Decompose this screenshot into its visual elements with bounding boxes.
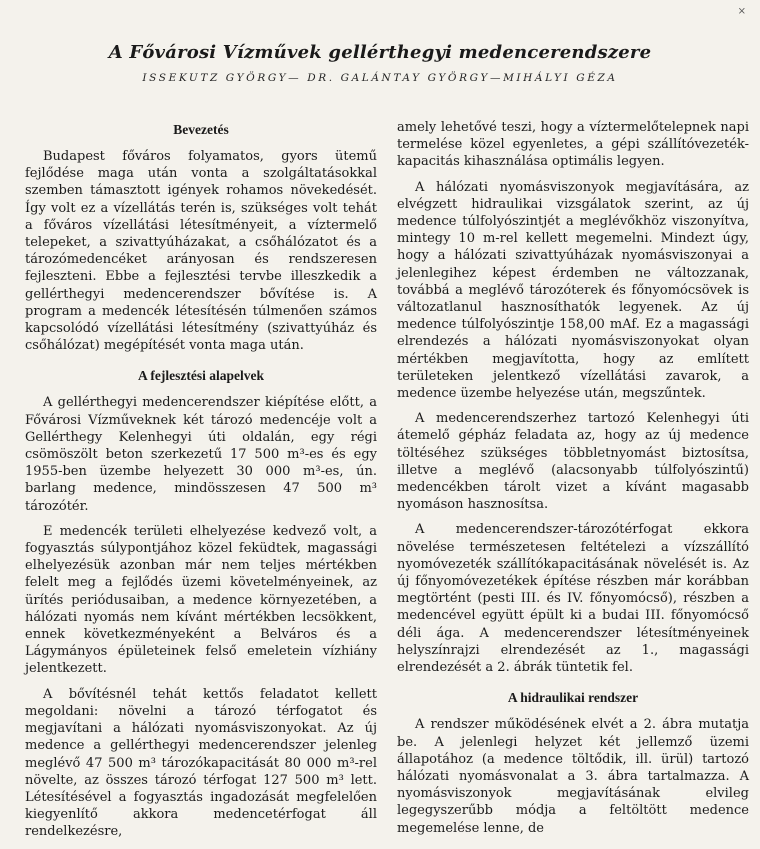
page-mark: ×	[737, 6, 746, 17]
section-heading-hydraulics: A hidraulikai rendszer	[507, 690, 639, 706]
paragraph-continued: amely lehetővé teszi, hogy a víztermelőtelepnek napi termelése közel egyenletes, a gépi szállítóvezeték-kapacitás kihasználása optimális legyen.	[397, 120, 749, 170]
article-title: A Fővárosi Vízművek gellérthegyi medencerendszere	[108, 42, 652, 63]
paragraph: E medencék területi elhelyezése kedvező volt, a fogyasztás súlypontjához közel feküdtek, magassági elhelyezésük azonban már nem teljes mértékben felelt meg a fejlődés üzemi követelményeinek, az ürítés periódusaiban, a medence környezetében, a hálózati nyomás nem kívánt mértékben lecsökkent, ennek következményeként a Belváros és a Lágymányos épületeinek felső emeletein vízhiány jelentkezett.	[25, 523, 377, 677]
right-column	[397, 119, 749, 845]
paragraph: A medencerendszerhez tartozó Kelenhegyi úti átemelő gépház feladata az, hogy az új medence töltéséhez szükséges többletnyomást biztosítsa, illetve a meglévő (alacsonyabb túlfolyószintű) medencékben tárolt vizet a kívánt magasabb nyomáson hasznosítsa.	[397, 411, 749, 513]
section-heading-principles: A fejlesztési alapelvek	[138, 368, 264, 384]
paragraph: A medencerendszer-tározótérfogat ekkora növelése természetesen feltételezi a vízszállító nyomóvezeték szállítókapacitásának növelését is. Az új főnyomóvezetékek építése részben már korábban megtörtént (pesti III. és IV. főnyomócső), részben a medencével együtt épült ki a budai III. főnyomócső déli ága. A medencerendszer létesítményeinek helyszínrajzi elrendezését az 1., magassági elrendezését a 2. ábrák tüntetik fel.	[397, 522, 749, 676]
paragraph: A rendszer működésének elvét a 2. ábra mutatja be. A jelenlegi helyzet két jellemző üzemi állapotához (a medence töltődik, ill. ürül) tartozó hálózati nyomásvonalat a 3. ábra tartalmazza. A nyomásviszonyok megjavításának elvileg legegyszerűbb módja a feltöltött medence megemelése lenne, de	[397, 717, 749, 836]
left-column	[25, 122, 377, 849]
article-authors: ISSEKUTZ GYÖRGY— DR. GALÁNTAY GYÖRGY—MIHÁLYI GÉZA	[142, 72, 618, 84]
section-heading-introduction: Bevezetés	[173, 122, 229, 137]
paragraph: A bővítésnél tehát kettős feladatot kellett megoldani: növelni a tározó térfogatot és megjavítani a hálózati nyomásviszonyokat. Az új medence a gellérthegyi medencerendszer jelenleg meglévő 47 500 m³ tározókapacitását 80 000 m³-rel növelte, az összes tározó térfogat 127 500 m³ lett. Létesítésével a fogyasztás ingadozását megfelelően kiegyenlítő akkora medencetérfogat áll rendelkezésre,	[25, 686, 377, 840]
paragraph: A gellérthegyi medencerendszer kiépítése előtt, a Fővárosi Vízműveknek két tározó medencéje volt a Gellérthegy Kelenhegyi úti oldalán, egy régi csömöszölt beton szerkezetű 17 500 m³-es és egy 1955-ben üzembe helyezett 30 000 m³-es, ún. barlang medence, mindösszesen 47 500 m³ tározótér.	[25, 395, 377, 514]
paragraph: Budapest főváros folyamatos, gyors ütemű fejlődése maga után vonta a szolgáltatásokkal szemben támasztott igények rohamos növekedését. Így volt ez a vízellátás terén is, szükséges volt tehát a főváros vízellátási létesítményeit, a víztermelő telepeket, a szivattyúházakat, a csőhálózatot és a tározómedencéket arányosan és rendszeresen fejleszteni. Ebbe a fejlesztési tervbe illeszkedik a gellérthegyi medencerendszer bővítése is. A program a medencék létesítésén túlmenően számos kapcsolódó vízellátási létesítmény (szivattyúház és csőhálózat) megépítését vonta maga után.	[25, 149, 377, 354]
paragraph: A hálózati nyomásviszonyok megjavítására, az elvégzett hidraulikai vizsgálatok szerint, az új medence túlfolyószintjét a meglévőkhöz viszonyítva, mintegy 10 m-rel kellett megemelni. Mindezt úgy, hogy a hálózati szivattyúházak nyomásviszonyai a jelenlegihez képest érdemben ne változzanak, továbbá a meglévő tározóterek és főnyomócsövek is változatlanul hasznosíthatók legyenek. Az új medence túlfolyószintje 158,00 mAf. Ez a magassági elrendezés a hálózati nyomásviszonyokat olyan mértékben megjavította, hogy az említett területeken jelentkező vízellátási zavarok, a medence üzembe helyezése után, megszűntek.	[397, 179, 749, 402]
